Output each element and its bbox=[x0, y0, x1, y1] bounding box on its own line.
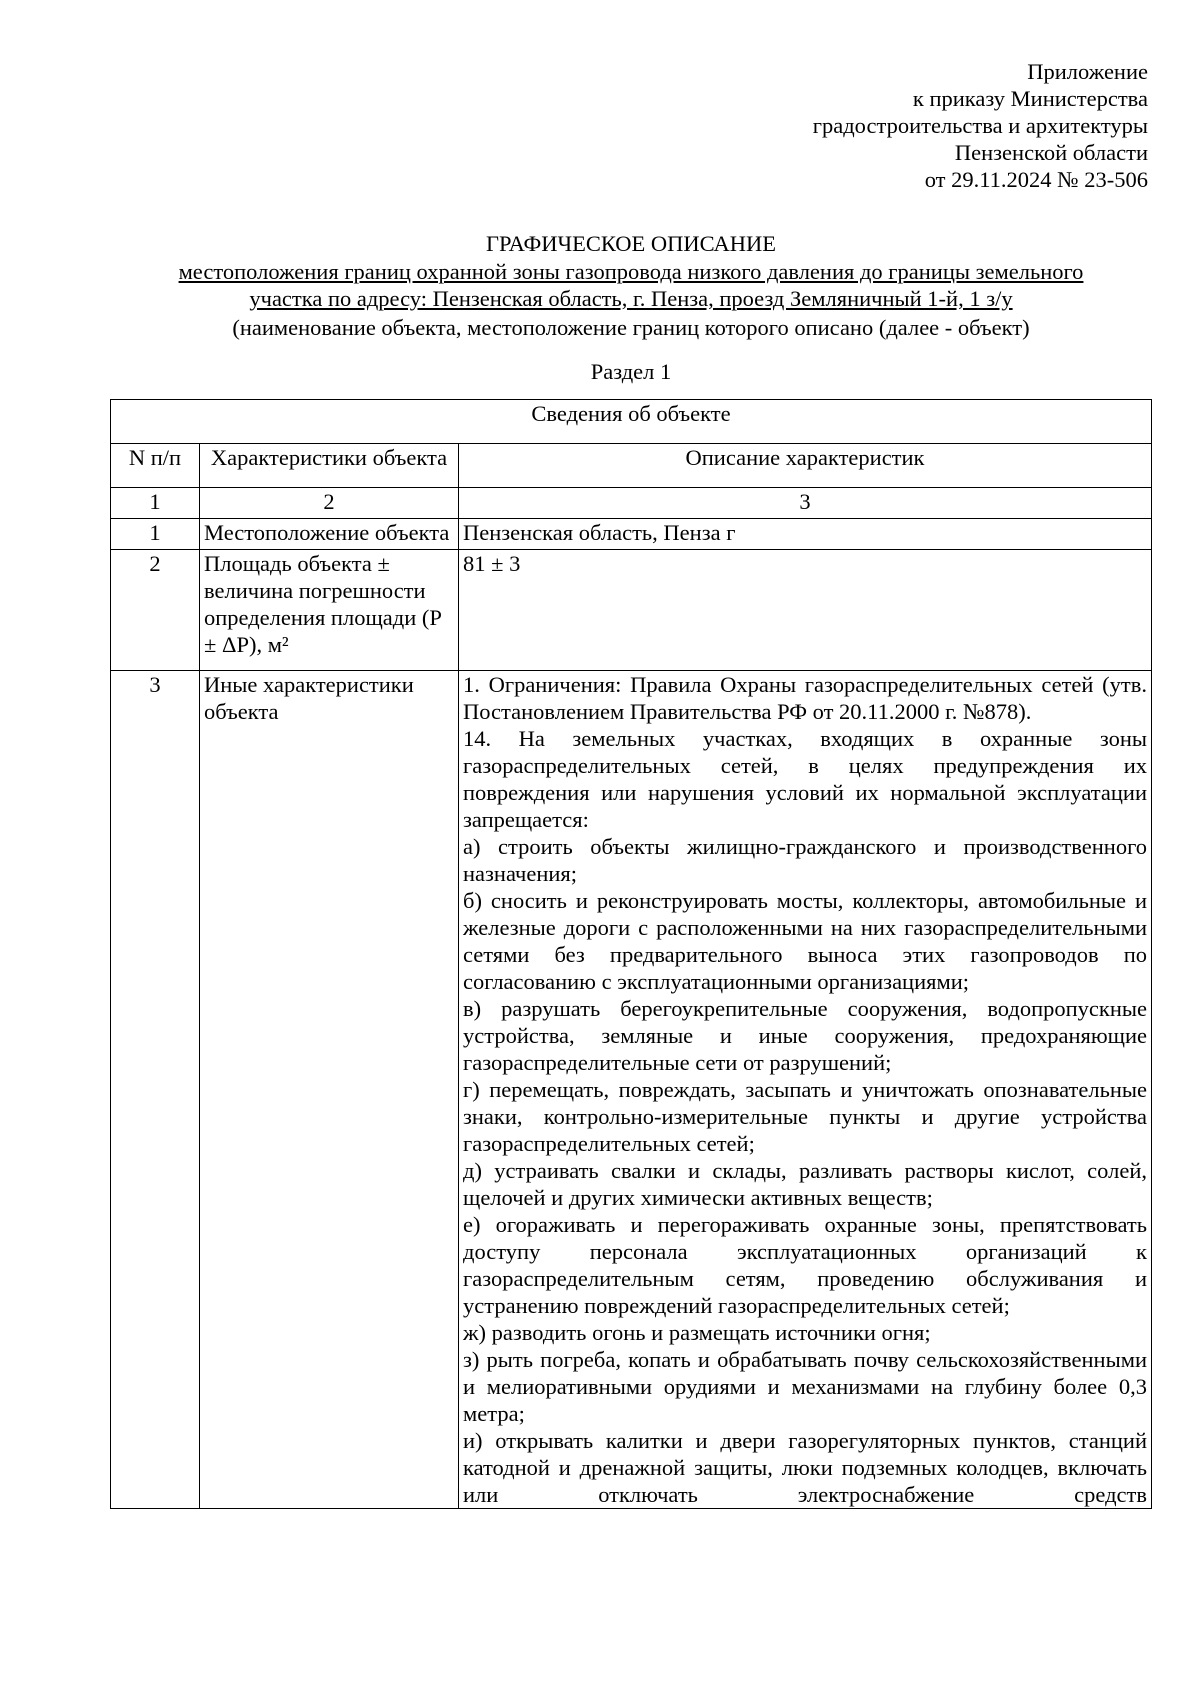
row-characteristic: Площадь объекта ± величина погрешности определения площади (P ± ΔP), м² bbox=[200, 550, 459, 671]
row-description: Пензенская область, Пенза г bbox=[459, 519, 1152, 550]
restriction-paragraph: е) огораживать и перегораживать охранные зоны, препятствовать доступу персонала эксплуатационных организаций к газораспределительным сетям, проведению обслуживания и устранению повреждений газораспределительных сетей; bbox=[463, 1212, 1147, 1318]
index-cell: 1 bbox=[111, 488, 200, 519]
table-row bbox=[111, 519, 1152, 550]
object-name-note: (наименование объекта, местоположение границ которого описано (далее - объект) bbox=[232, 315, 1030, 340]
annex-line: к приказу Министерства bbox=[912, 86, 1148, 111]
document-heading: ГРАФИЧЕСКОЕ ОПИСАНИЕ bbox=[485, 231, 777, 256]
annex-block bbox=[813, 58, 1148, 193]
header-characteristic: Характеристики объекта bbox=[200, 444, 459, 488]
table-caption-row bbox=[111, 400, 1152, 444]
object-name-line-2: участка по адресу: Пензенская область, г. Пенза, проезд Земляничный 1-й, 1 з/у bbox=[249, 286, 1013, 311]
annex-line: Пензенской области bbox=[954, 140, 1148, 165]
index-cell: 3 bbox=[459, 488, 1152, 519]
row-characteristic: Местоположение объекта bbox=[200, 519, 459, 550]
header-description: Описание характеристик bbox=[459, 444, 1152, 488]
annex-date-number: от 29.11.2024 № 23-506 bbox=[924, 167, 1148, 192]
restriction-paragraph: 1. Ограничения: Правила Охраны газораспределительных сетей (утв. Постановлением Правительства РФ от 20.11.2000 г. №878). bbox=[463, 672, 1147, 724]
restriction-paragraph: г) перемещать, повреждать, засыпать и уничтожать опознавательные знаки, контрольно-измерительные пункты и другие устройства газораспределительных сетей; bbox=[463, 1077, 1147, 1156]
restriction-paragraph: и) открывать калитки и двери газорегуляторных пунктов, станций катодной и дренажной защиты, люки подземных колодцев, включать или отключать электроснабжение средств bbox=[463, 1428, 1147, 1507]
object-info-table bbox=[110, 399, 1152, 1509]
row-description bbox=[459, 671, 1152, 1509]
table-header-row bbox=[111, 444, 1152, 488]
table-row bbox=[111, 671, 1152, 1509]
restriction-paragraph: в) разрушать берегоукрепительные сооружения, водопропускные устройства, земляные и иные сооружения, предохраняющие газораспределительные сети от разрушений; bbox=[463, 996, 1147, 1075]
row-characteristic: Иные характеристики объекта bbox=[200, 671, 459, 1509]
table-caption: Сведения об объекте bbox=[111, 400, 1152, 444]
restriction-paragraph: а) строить объекты жилищно-гражданского и производственного назначения; bbox=[463, 834, 1147, 886]
restriction-paragraph: ж) разводить огонь и размещать источники огня; bbox=[463, 1320, 931, 1345]
restriction-paragraph: б) сносить и реконструировать мосты, коллекторы, автомобильные и железные дороги с расположенными на них газораспределительными сетями без предварительного выноса этих газопроводов по согласованию с эксплуатационными организациями; bbox=[463, 888, 1147, 994]
restriction-paragraph: з) рыть погреба, копать и обрабатывать почву сельскохозяйственными и мелиоративными орудиями и механизмами на глубину более 0,3 метра; bbox=[463, 1347, 1147, 1426]
row-num: 1 bbox=[111, 519, 200, 550]
table-row bbox=[111, 550, 1152, 671]
index-cell: 2 bbox=[200, 488, 459, 519]
header-num: N п/п bbox=[111, 444, 200, 488]
object-name-line-1: местоположения границ охранной зоны газопровода низкого давления до границы земельного bbox=[178, 259, 1084, 284]
restriction-paragraph: 14. На земельных участках, входящих в охранные зоны газораспределительных сетей, в целях предупреждения их повреждения или нарушения условий их нормальной эксплуатации запрещается: bbox=[463, 726, 1147, 832]
row-num: 2 bbox=[111, 550, 200, 671]
restriction-paragraph: д) устраивать свалки и склады, разливать растворы кислот, солей, щелочей и других химически активных веществ; bbox=[463, 1158, 1147, 1210]
section-title: Раздел 1 bbox=[590, 359, 672, 384]
table-index-row bbox=[111, 488, 1152, 519]
row-num: 3 bbox=[111, 671, 200, 1509]
annex-line: градостроительства и архитектуры bbox=[812, 113, 1148, 138]
annex-line: Приложение bbox=[1027, 59, 1148, 84]
row-description: 81 ± 3 bbox=[459, 550, 1152, 671]
